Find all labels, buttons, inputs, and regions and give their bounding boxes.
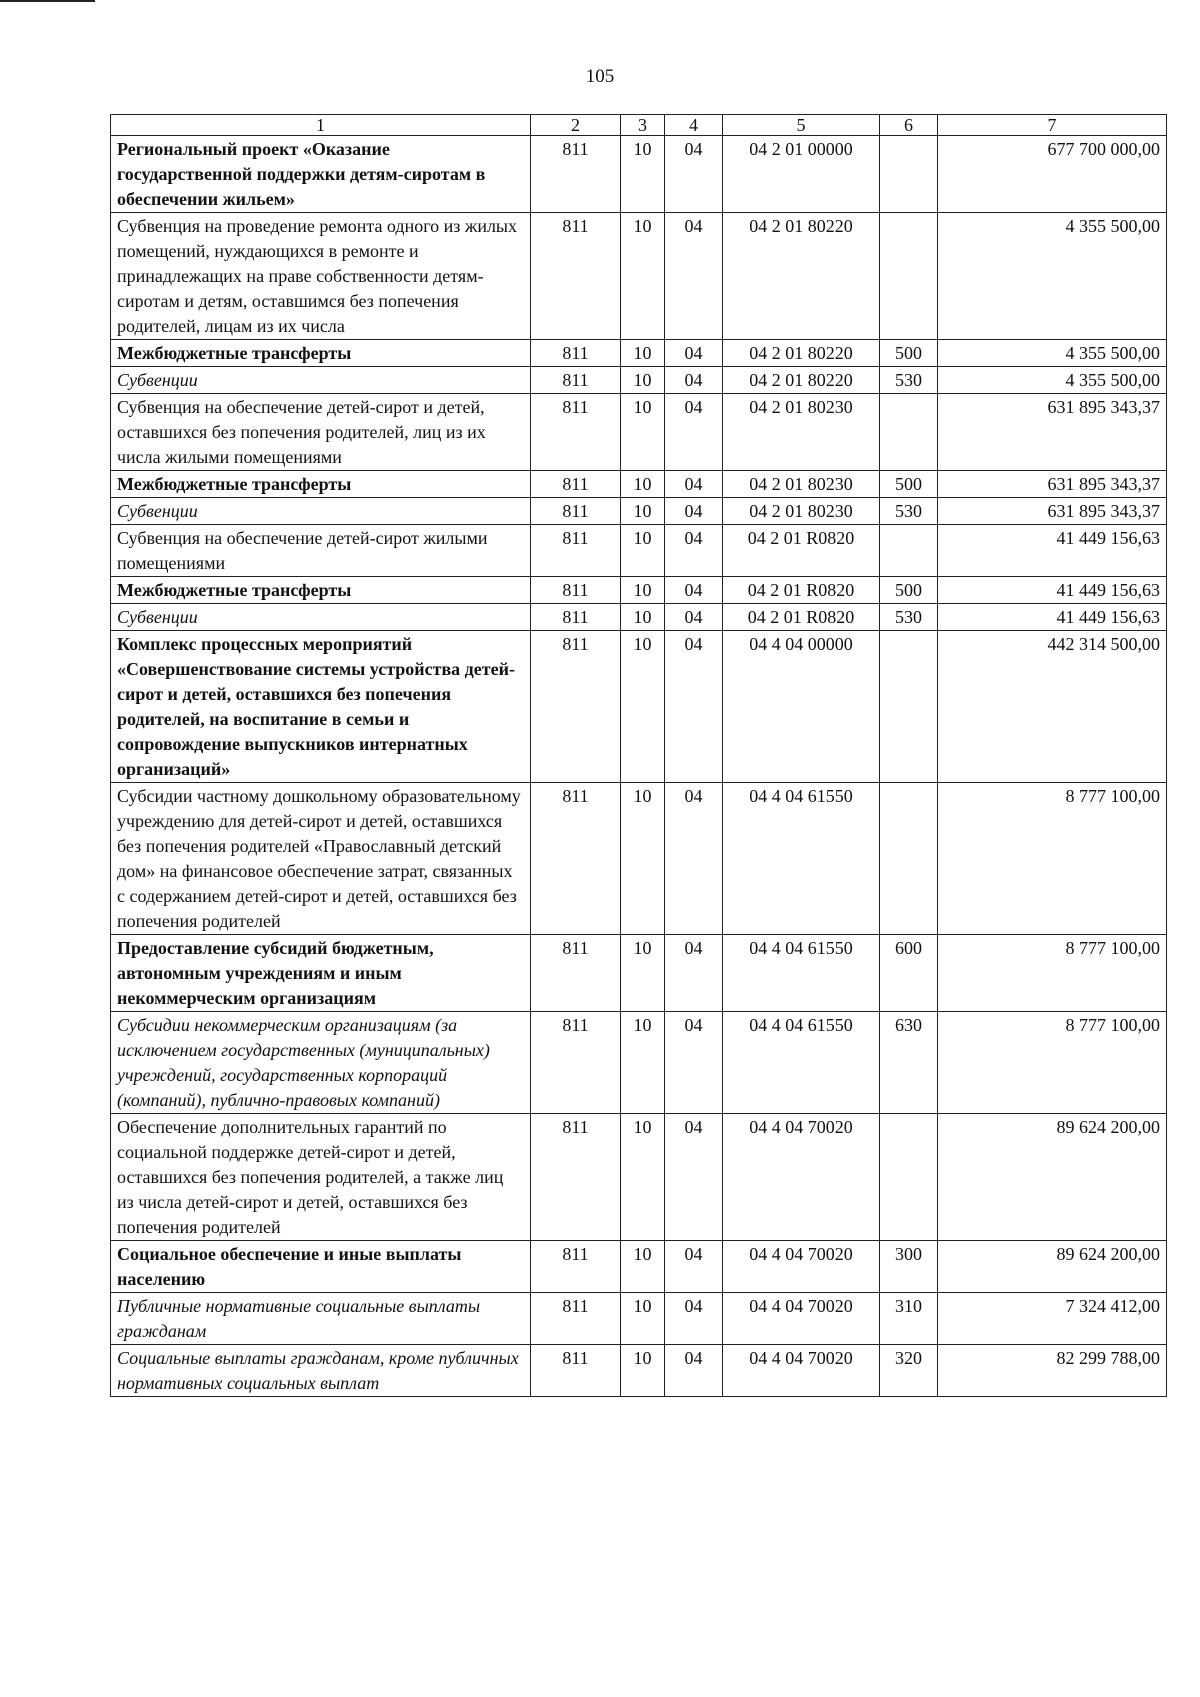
target-article-cell: 04 4 04 61550: [723, 1012, 880, 1114]
section-code-cell: 10: [621, 213, 665, 340]
section-code-cell: 10: [621, 577, 665, 604]
target-article-cell: 04 4 04 61550: [723, 935, 880, 1012]
expense-type-cell: 310: [880, 1293, 938, 1345]
expense-type-cell: 300: [880, 1241, 938, 1293]
subsection-code-cell: 04: [665, 1012, 723, 1114]
table-row: [111, 604, 1167, 631]
expense-type-cell: [880, 525, 938, 577]
expense-type-cell: 530: [880, 498, 938, 525]
subsection-code-cell: 04: [665, 367, 723, 394]
ministry-code-cell: 811: [531, 1293, 621, 1345]
amount-cell: 442 314 500,00: [938, 631, 1167, 783]
row-name-cell: Субвенция на обеспечение детей-сирот и детей, оставшихся без попечения родителей, лиц из их числа жилыми помещениями: [111, 394, 531, 471]
target-article-cell: 04 4 04 70020: [723, 1114, 880, 1241]
amount-cell: 41 449 156,63: [938, 604, 1167, 631]
table-row: [111, 1114, 1167, 1241]
expense-type-cell: [880, 783, 938, 935]
subsection-code-cell: 04: [665, 136, 723, 213]
row-name-cell: Субсидии частному дошкольному образовательному учреждению для детей-сирот и детей, оставшихся без попечения родителей «Православный детский дом» на финансовое обеспечение затрат, связанных с содержанием детей-сирот и детей, оставшихся без попечения родителей: [111, 783, 531, 935]
budget-table: [110, 114, 1167, 1397]
row-name-cell: Межбюджетные трансферты: [111, 577, 531, 604]
table-row: [111, 394, 1167, 471]
subsection-code-cell: 04: [665, 1114, 723, 1241]
column-header-7: 7: [938, 115, 1167, 136]
amount-cell: 8 777 100,00: [938, 783, 1167, 935]
table-row: [111, 136, 1167, 213]
table-row: [111, 1012, 1167, 1114]
expense-type-cell: [880, 136, 938, 213]
ministry-code-cell: 811: [531, 1012, 621, 1114]
section-code-cell: 10: [621, 340, 665, 367]
row-name-cell: Региональный проект «Оказание государственной поддержки детям-сиротам в обеспечении жильем»: [111, 136, 531, 213]
expense-type-cell: [880, 394, 938, 471]
ministry-code-cell: 811: [531, 394, 621, 471]
row-name-cell: Социальные выплаты гражданам, кроме публичных нормативных социальных выплат: [111, 1345, 531, 1397]
page-number: 105: [585, 66, 615, 87]
column-header-6: 6: [880, 115, 938, 136]
target-article-cell: 04 2 01 80230: [723, 471, 880, 498]
section-code-cell: 10: [621, 783, 665, 935]
subsection-code-cell: 04: [665, 213, 723, 340]
table-row: [111, 340, 1167, 367]
expense-type-cell: 600: [880, 935, 938, 1012]
row-name-cell: Публичные нормативные социальные выплаты гражданам: [111, 1293, 531, 1345]
table-row: [111, 471, 1167, 498]
amount-cell: 41 449 156,63: [938, 577, 1167, 604]
amount-cell: 89 624 200,00: [938, 1114, 1167, 1241]
table-row: [111, 213, 1167, 340]
table-row: [111, 498, 1167, 525]
ministry-code-cell: 811: [531, 498, 621, 525]
row-name-cell: Предоставление субсидий бюджетным, автономным учреждениям и иным некоммерческим организациям: [111, 935, 531, 1012]
section-code-cell: 10: [621, 631, 665, 783]
row-name-cell: Субвенция на обеспечение детей-сирот жилыми помещениями: [111, 525, 531, 577]
ministry-code-cell: 811: [531, 1241, 621, 1293]
scan-corner-mark: [0, 0, 95, 6]
expense-type-cell: 530: [880, 367, 938, 394]
row-name-cell: Межбюджетные трансферты: [111, 471, 531, 498]
row-name-cell: Субвенция на проведение ремонта одного из жилых помещений, нуждающихся в ремонте и принадлежащих на праве собственности детям-сиротам и детям, оставшимся без попечения родителей, лицам из их числа: [111, 213, 531, 340]
target-article-cell: 04 2 01 80230: [723, 498, 880, 525]
table-row: [111, 1241, 1167, 1293]
column-header-4: 4: [665, 115, 723, 136]
column-header-3: 3: [621, 115, 665, 136]
table-row: [111, 1345, 1167, 1397]
expense-type-cell: 320: [880, 1345, 938, 1397]
target-article-cell: 04 2 01 00000: [723, 136, 880, 213]
row-name-cell: Социальное обеспечение и иные выплаты населению: [111, 1241, 531, 1293]
row-name-cell: Субвенции: [111, 367, 531, 394]
amount-cell: 631 895 343,37: [938, 471, 1167, 498]
subsection-code-cell: 04: [665, 935, 723, 1012]
subsection-code-cell: 04: [665, 1293, 723, 1345]
amount-cell: 7 324 412,00: [938, 1293, 1167, 1345]
target-article-cell: 04 4 04 61550: [723, 783, 880, 935]
target-article-cell: 04 2 01 80220: [723, 340, 880, 367]
section-code-cell: 10: [621, 1012, 665, 1114]
table-row: [111, 367, 1167, 394]
subsection-code-cell: 04: [665, 471, 723, 498]
ministry-code-cell: 811: [531, 783, 621, 935]
row-name-cell: Субвенции: [111, 498, 531, 525]
amount-cell: 4 355 500,00: [938, 367, 1167, 394]
expense-type-cell: 630: [880, 1012, 938, 1114]
target-article-cell: 04 4 04 70020: [723, 1293, 880, 1345]
target-article-cell: 04 2 01 R0820: [723, 604, 880, 631]
amount-cell: 4 355 500,00: [938, 213, 1167, 340]
ministry-code-cell: 811: [531, 471, 621, 498]
column-header-1: 1: [111, 115, 531, 136]
section-code-cell: 10: [621, 394, 665, 471]
row-name-cell: Субвенции: [111, 604, 531, 631]
target-article-cell: 04 2 01 R0820: [723, 577, 880, 604]
expense-type-cell: [880, 213, 938, 340]
ministry-code-cell: 811: [531, 136, 621, 213]
expense-type-cell: [880, 631, 938, 783]
ministry-code-cell: 811: [531, 213, 621, 340]
column-number-row: [111, 115, 1167, 136]
table-row: [111, 1293, 1167, 1345]
section-code-cell: 10: [621, 1293, 665, 1345]
section-code-cell: 10: [621, 1345, 665, 1397]
section-code-cell: 10: [621, 471, 665, 498]
subsection-code-cell: 04: [665, 525, 723, 577]
ministry-code-cell: 811: [531, 1114, 621, 1241]
target-article-cell: 04 4 04 70020: [723, 1345, 880, 1397]
ministry-code-cell: 811: [531, 604, 621, 631]
subsection-code-cell: 04: [665, 783, 723, 935]
amount-cell: 41 449 156,63: [938, 525, 1167, 577]
amount-cell: 631 895 343,37: [938, 498, 1167, 525]
target-article-cell: 04 4 04 70020: [723, 1241, 880, 1293]
row-name-cell: Обеспечение дополнительных гарантий по социальной поддержке детей-сирот и детей, оставшихся без попечения родителей, а также лиц из числа детей-сирот и детей, оставшихся без попечения родителей: [111, 1114, 531, 1241]
column-header-5: 5: [723, 115, 880, 136]
table-row: [111, 783, 1167, 935]
section-code-cell: 10: [621, 498, 665, 525]
expense-type-cell: 500: [880, 471, 938, 498]
ministry-code-cell: 811: [531, 340, 621, 367]
section-code-cell: 10: [621, 1241, 665, 1293]
subsection-code-cell: 04: [665, 604, 723, 631]
row-name-cell: Межбюджетные трансферты: [111, 340, 531, 367]
subsection-code-cell: 04: [665, 498, 723, 525]
table-row: [111, 631, 1167, 783]
table-row: [111, 525, 1167, 577]
amount-cell: 631 895 343,37: [938, 394, 1167, 471]
row-name-cell: Субсидии некоммерческим организациям (за исключением государственных (муниципальных) учреждений, государственных корпораций (компаний), публично-правовых компаний): [111, 1012, 531, 1114]
expense-type-cell: 500: [880, 577, 938, 604]
amount-cell: 8 777 100,00: [938, 1012, 1167, 1114]
ministry-code-cell: 811: [531, 631, 621, 783]
subsection-code-cell: 04: [665, 577, 723, 604]
target-article-cell: 04 2 01 80220: [723, 213, 880, 340]
expense-type-cell: 530: [880, 604, 938, 631]
subsection-code-cell: 04: [665, 340, 723, 367]
amount-cell: 8 777 100,00: [938, 935, 1167, 1012]
amount-cell: 89 624 200,00: [938, 1241, 1167, 1293]
amount-cell: 82 299 788,00: [938, 1345, 1167, 1397]
ministry-code-cell: 811: [531, 525, 621, 577]
expense-type-cell: 500: [880, 340, 938, 367]
target-article-cell: 04 2 01 80230: [723, 394, 880, 471]
section-code-cell: 10: [621, 935, 665, 1012]
column-header-2: 2: [531, 115, 621, 136]
ministry-code-cell: 811: [531, 935, 621, 1012]
amount-cell: 677 700 000,00: [938, 136, 1167, 213]
target-article-cell: 04 2 01 80220: [723, 367, 880, 394]
ministry-code-cell: 811: [531, 367, 621, 394]
ministry-code-cell: 811: [531, 577, 621, 604]
table-row: [111, 577, 1167, 604]
section-code-cell: 10: [621, 525, 665, 577]
target-article-cell: 04 2 01 R0820: [723, 525, 880, 577]
target-article-cell: 04 4 04 00000: [723, 631, 880, 783]
subsection-code-cell: 04: [665, 1345, 723, 1397]
section-code-cell: 10: [621, 367, 665, 394]
ministry-code-cell: 811: [531, 1345, 621, 1397]
subsection-code-cell: 04: [665, 1241, 723, 1293]
subsection-code-cell: 04: [665, 631, 723, 783]
amount-cell: 4 355 500,00: [938, 340, 1167, 367]
section-code-cell: 10: [621, 1114, 665, 1241]
table-row: [111, 935, 1167, 1012]
section-code-cell: 10: [621, 136, 665, 213]
row-name-cell: Комплекс процессных мероприятий «Совершенствование системы устройства детей-сирот и детей, оставшихся без попечения родителей, на воспитание в семьи и сопровождение выпускников интернатных организаций»: [111, 631, 531, 783]
subsection-code-cell: 04: [665, 394, 723, 471]
section-code-cell: 10: [621, 604, 665, 631]
expense-type-cell: [880, 1114, 938, 1241]
